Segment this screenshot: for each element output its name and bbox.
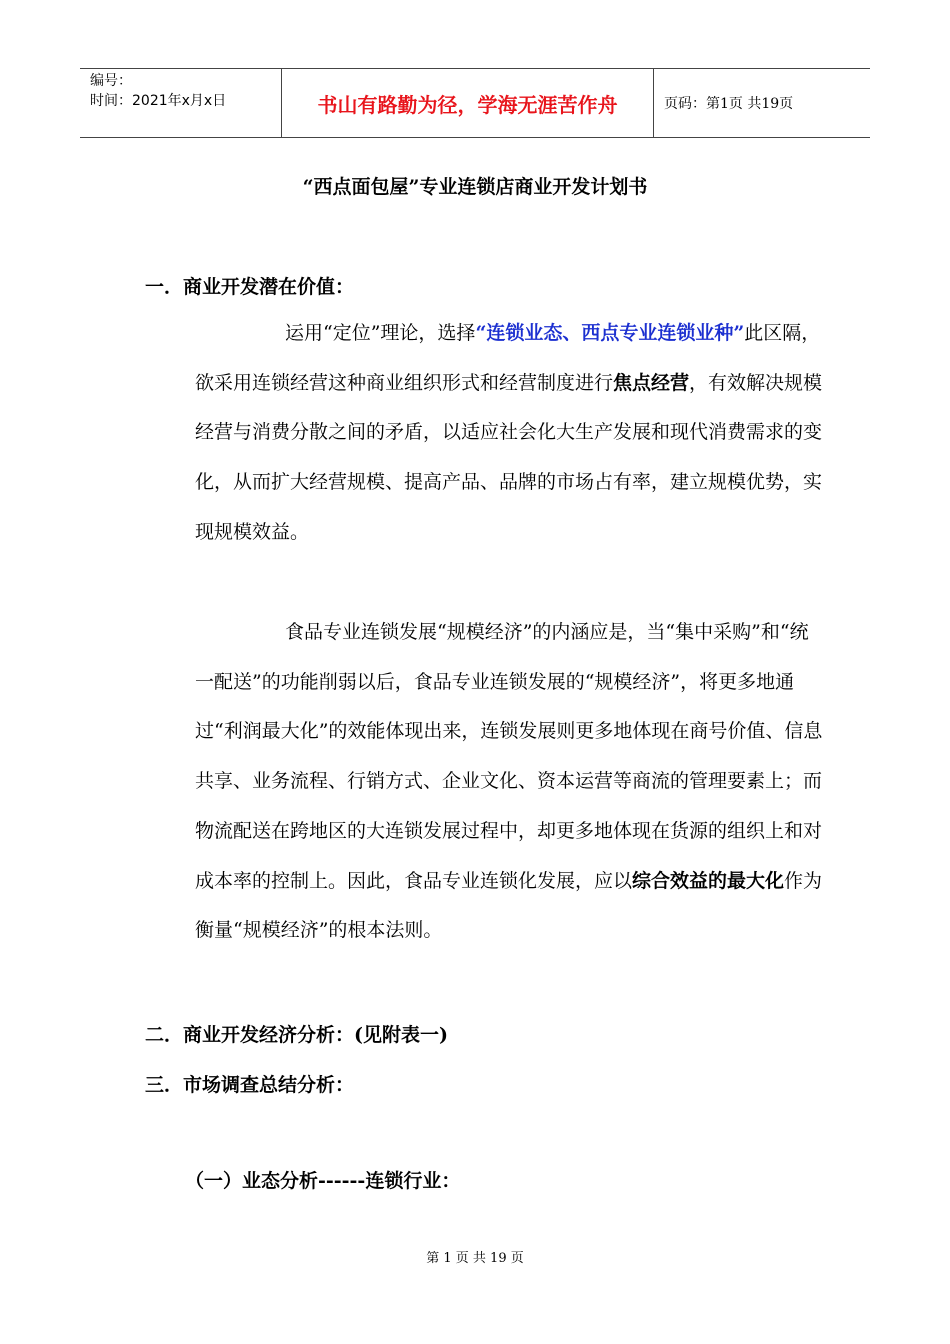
para1-bold-text: 焦点经营 [613,371,690,394]
para2-text-2: 作为衡量“规模经济”的根本法则。 [195,869,823,942]
section-2-heading: 二．商业开发经济分析：(见附表一) [145,1024,448,1046]
header-motto: 书山有路勤为径，学海无涯苦作舟 [282,69,654,137]
para1-text-2: 此区隔，欲采用连锁经营这种商业组织形式和经营制度进行 [195,322,821,394]
document-title: “西点面包屋”专业连锁店商业开发计划书 [302,176,648,198]
para1-highlight-blue: “连锁业态、西点专业连锁业种” [475,322,745,344]
paragraph-2 [195,608,825,956]
para2-text-1: 食品专业连锁发展“规模经济”的内涵应是，当“集中采购”和“统一配送”的功能削弱以后，食品专业连锁发展的“规模经济”，将更多地通过“利润最大化”的效能体现出来，连锁发展则更多地体现在商号价值、信息共享、业务流程、行销方式、企业文化、资本运营等商流的管理要素上；而物流配送在跨地区的大连锁发展过程中，却更多地体现在货源的组织上和对成本率的控制上。因此，食品专业连锁化发展，应以 [195,621,823,892]
header-page-info: 页码：第1页 共19页 [664,96,794,112]
header-table [80,68,870,138]
section-3-subheading: （一）业态分析------连锁行业： [185,1170,461,1192]
header-left-cell [80,69,282,137]
document-date: 时间：2021年x月x日 [90,93,227,109]
para2-bold-text: 综合效益的最大化 [632,869,785,892]
para1-text-3: ，有效解决规模经营与消费分散之间的矛盾，以适应社会化大生产发展和现代消费需求的变化，从而扩大经营规模、提高产品、品牌的市场占有率，建立规模优势，实现规模效益。 [195,371,823,543]
document-number: 编号： [90,73,132,89]
section-3-heading: 三．市场调查总结分析： [145,1074,355,1096]
paragraph-1 [195,309,825,558]
para1-text-1: 运用“定位”理论，选择 [285,322,476,344]
page-footer: 第 1 页 共 19 页 [426,1251,524,1266]
section-1-heading: 一．商业开发潜在价值： [145,276,355,298]
